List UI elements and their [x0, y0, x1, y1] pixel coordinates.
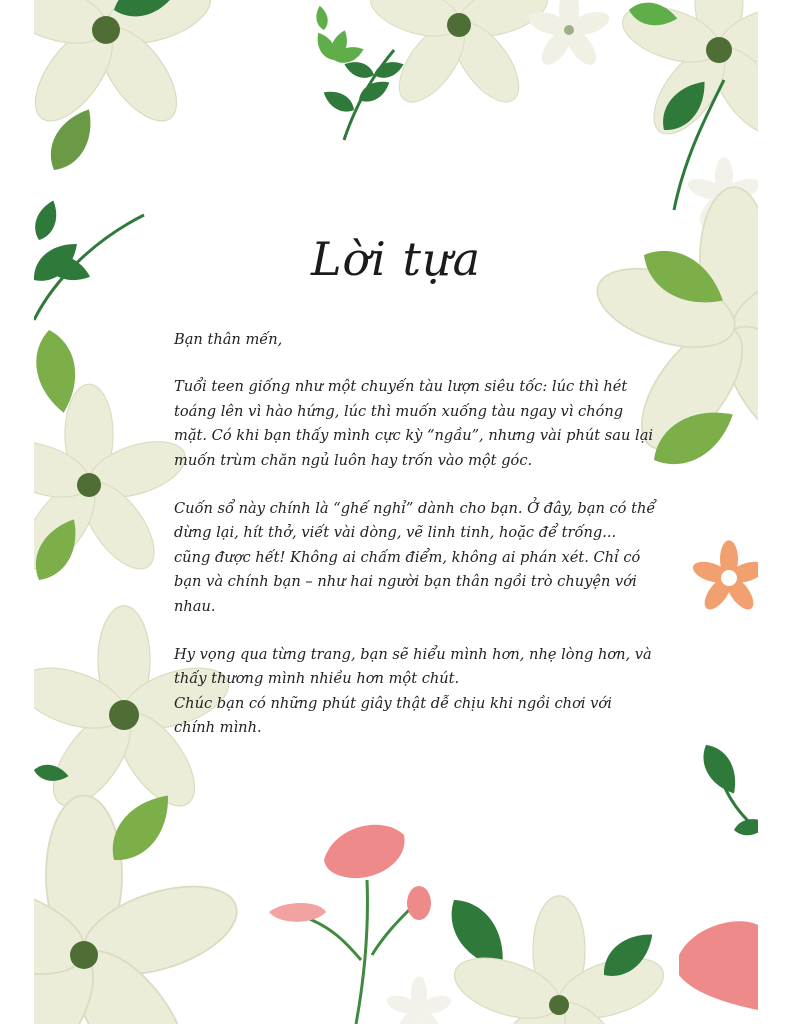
page-title: Lời tựa [310, 232, 482, 286]
paragraph-2: Cuốn sổ này chính là “ghế nghỉ” dành cho bạn. Ở đây, bạn có thể dừng lại, hít thở, viết vài dòng, vẽ linh tinh, hoặc để trống... cũng được hết! Không ai chấm điểm, không ai phán xét. Chỉ có bạn và chính bạn – như hai người bạn thân ngồi trò chuyện với nhau. [174, 500, 656, 615]
leaf-sprig-icon [312, 5, 366, 67]
orange-flower-icon [690, 540, 758, 614]
pink-flower-icon [269, 825, 431, 1024]
paragraph-1: Tuổi teen giống như một chuyến tàu lượn siêu tốc: lúc thì hét toáng lên vì hào hứng, lúc thì muốn xuống tàu ngay vì chóng mặt. Có khi bạn thấy mình cực kỳ “ngầu”, nhưng vài phút sau lại muốn trùm chăn ngủ luôn hay trốn vào một góc. [174, 378, 654, 469]
paragraph-3: Hy vọng qua từng trang, bạn sẽ hiểu mình hơn, nhẹ lòng hơn, và thấy thương mình nhiều hơn một chút. [174, 646, 652, 688]
closing: Chúc bạn có những phút giây thật dễ chịu khi ngồi chơi với chính mình. [174, 694, 612, 737]
pink-flower-icon [679, 921, 758, 1010]
white-flower-icon [385, 976, 454, 1024]
white-flower-icon [34, 0, 218, 134]
page-margin-right [758, 0, 791, 1024]
white-flower-icon [364, 0, 553, 113]
leaf-sprig-icon [320, 50, 406, 140]
book-page [34, 0, 758, 1024]
leaf-sprig-icon [695, 739, 758, 838]
greeting: Bạn thân mến, [174, 331, 283, 348]
page-margin-left [0, 0, 34, 1024]
preface-text [174, 328, 656, 741]
white-flower-icon [616, 0, 758, 146]
